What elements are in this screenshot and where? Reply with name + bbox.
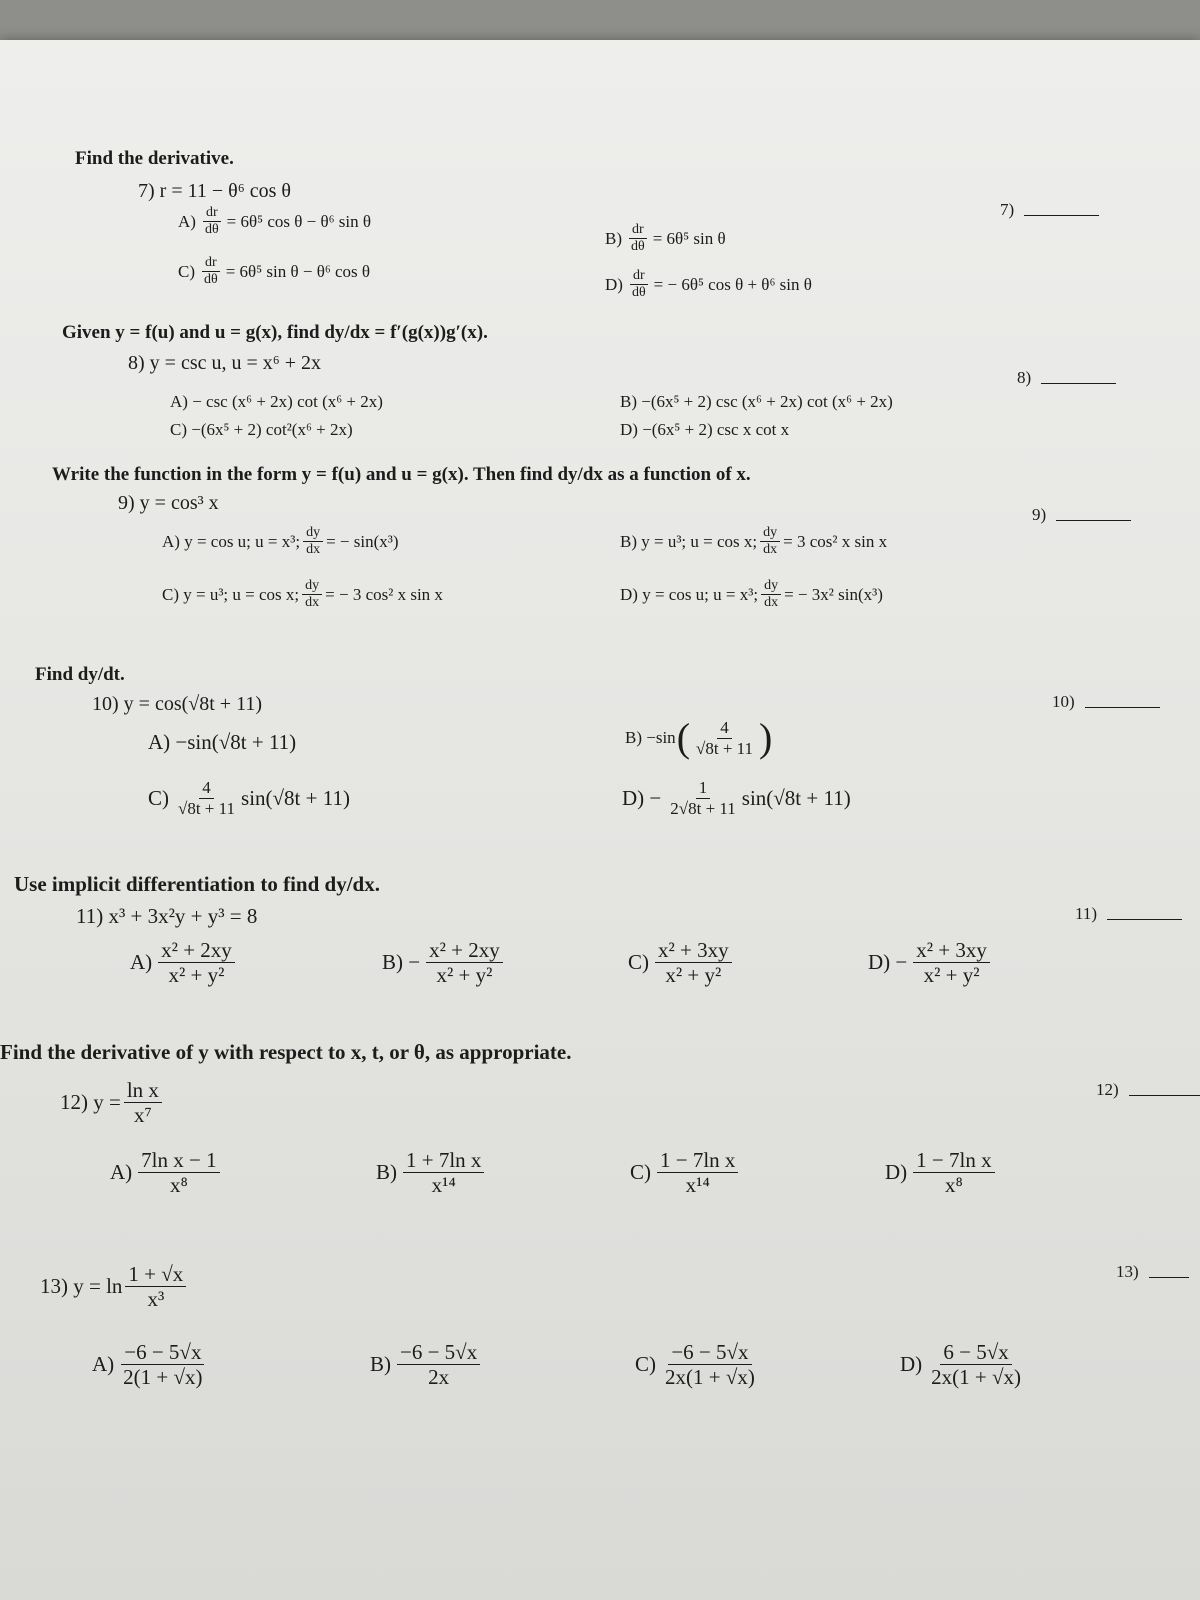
option-label: A) (110, 1160, 133, 1185)
q12-option-c[interactable] (630, 1148, 741, 1197)
option-label: D) (605, 274, 623, 294)
option-label: C) (178, 261, 195, 281)
option-label: C) (628, 950, 649, 975)
q12-option-b[interactable] (376, 1148, 487, 1197)
fraction-denominator: dx (763, 542, 778, 558)
question-prefix: 12) y = (60, 1090, 121, 1115)
q11-option-a[interactable] (130, 938, 238, 987)
q8-option-b[interactable]: B) −(6x⁵ + 2) csc (x⁶ + 2x) cot (x⁶ + 2x) (620, 392, 893, 411)
q7-option-d[interactable] (605, 268, 812, 301)
fraction-numerator: x² + 2xy (158, 938, 235, 963)
section-heading: Given y = f(u) and u = g(x), find dy/dx = f′(g(x))g′(x). (62, 322, 488, 343)
option-label: B) (370, 1352, 391, 1377)
fraction-denominator: √8t + 11 (696, 738, 754, 758)
option-expression: sin(√8t + 11) (741, 785, 851, 810)
answer-line (1107, 918, 1182, 920)
fraction-numerator: dr (629, 222, 647, 239)
answer-blank-7[interactable] (1000, 200, 1099, 220)
fraction-numerator: 4 (717, 718, 732, 739)
fraction-denominator: dx (305, 595, 320, 611)
q12-option-a[interactable] (110, 1148, 223, 1197)
fraction-numerator: x² + 2xy (426, 938, 503, 963)
answer-blank-12[interactable] (1096, 1080, 1200, 1100)
fraction-numerator: ln x (124, 1078, 162, 1103)
question-13 (40, 1262, 189, 1311)
option-label: D) (885, 1160, 908, 1185)
q9-option-b[interactable] (620, 525, 887, 558)
fraction-numerator: 1 (696, 778, 711, 799)
q12-option-d[interactable] (885, 1148, 998, 1197)
q8-option-d[interactable]: D) −(6x⁵ + 2) csc x cot x (620, 420, 790, 439)
fraction-numerator: −6 − 5√x (397, 1340, 480, 1365)
option-label: A) (178, 211, 196, 231)
option-label: C) (630, 1160, 651, 1185)
section-heading: Find the derivative of y with respect to x, t, or θ, as appropriate. (0, 1040, 572, 1064)
fraction-numerator: 1 − 7ln x (913, 1148, 994, 1173)
q10-option-d[interactable] (622, 778, 851, 818)
fraction-denominator: 2x(1 + √x) (665, 1365, 755, 1390)
q7-option-a[interactable] (178, 205, 371, 238)
fraction-numerator: dy (760, 525, 780, 542)
option-expression: = 6θ⁵ cos θ − θ⁶ sin θ (226, 211, 372, 231)
option-label: D) − (622, 785, 662, 810)
option-label: D) (900, 1352, 923, 1377)
answer-number: 9) (1032, 505, 1047, 524)
fraction-numerator: x² + 3xy (913, 938, 990, 963)
fraction-numerator: x² + 3xy (655, 938, 732, 963)
fraction-denominator: x² + y² (168, 963, 225, 988)
answer-line (1149, 1276, 1189, 1278)
q8-option-a[interactable]: A) − csc (x⁶ + 2x) cot (x⁶ + 2x) (170, 392, 383, 411)
answer-blank-11[interactable] (1075, 904, 1182, 924)
section-heading: Find dy/dt. (35, 664, 125, 685)
option-expression: = 3 cos² x sin x (783, 531, 888, 551)
fraction-denominator: x⁸ (944, 1173, 963, 1198)
question-11: 11) x³ + 3x²y + y³ = 8 (76, 904, 258, 928)
option-expression: = − 6θ⁵ cos θ + θ⁶ sin θ (653, 274, 812, 294)
fraction-numerator: dr (630, 268, 648, 285)
answer-line (1024, 214, 1099, 216)
q13-option-a[interactable] (92, 1340, 209, 1389)
answer-blank-13[interactable] (1116, 1262, 1189, 1282)
fraction-numerator: −6 − 5√x (668, 1340, 751, 1365)
answer-line (1129, 1094, 1200, 1096)
fraction-numerator: 6 − 5√x (940, 1340, 1011, 1365)
answer-line (1085, 706, 1160, 708)
section-heading: Find the derivative. (75, 148, 234, 169)
fraction-denominator: dx (306, 542, 321, 558)
question-prefix: 13) y = ln (40, 1274, 123, 1299)
fraction-denominator: x² + y² (665, 963, 722, 988)
option-prefix: A) y = cos u; u = x³; (162, 531, 301, 551)
q9-option-d[interactable] (620, 578, 883, 611)
option-expression: = 6θ⁵ sin θ (652, 228, 726, 248)
fraction-denominator: 2x (428, 1365, 450, 1390)
fraction-numerator: 1 + 7ln x (403, 1148, 484, 1173)
answer-blank-10[interactable] (1052, 692, 1160, 712)
answer-number: 10) (1052, 692, 1075, 711)
fraction-denominator: x⁸ (169, 1173, 188, 1198)
section-heading: Write the function in the form y = f(u) and u = g(x). Then find dy/dx as a function of x. (52, 464, 751, 485)
worksheet-page (0, 40, 1200, 1600)
fraction-denominator: 2x(1 + √x) (931, 1365, 1022, 1390)
fraction-numerator: 1 + √x (125, 1262, 186, 1287)
option-label: B) (605, 228, 622, 248)
fraction-denominator: 2√8t + 11 (670, 798, 736, 818)
option-label: A) (92, 1352, 115, 1377)
answer-number: 7) (1000, 200, 1015, 219)
option-label: C) (148, 785, 169, 810)
fraction-denominator: dθ (204, 222, 219, 238)
question-8: 8) y = csc u, u = x⁶ + 2x (128, 352, 322, 374)
answer-number: 8) (1017, 368, 1032, 387)
option-label: B) − (382, 950, 421, 975)
q11-option-c[interactable] (628, 938, 735, 987)
fraction-numerator: −6 − 5√x (121, 1340, 204, 1365)
fraction-denominator: √8t + 11 (178, 798, 236, 818)
q10-option-a[interactable]: A) −sin(√8t + 11) (148, 730, 297, 754)
question-9: 9) y = cos³ x (118, 492, 219, 514)
q7-option-b[interactable] (605, 222, 726, 255)
question-12 (60, 1078, 165, 1127)
answer-number: 13) (1116, 1262, 1139, 1281)
fraction-denominator: dθ (631, 285, 646, 301)
fraction-denominator: 2(1 + √x) (123, 1365, 203, 1390)
answer-blank-8[interactable] (1017, 368, 1116, 388)
answer-blank-9[interactable] (1032, 505, 1131, 525)
right-bracket: ) (759, 715, 773, 761)
left-bracket: ( (676, 715, 691, 761)
fraction-denominator: dθ (631, 239, 645, 255)
option-expression: = 6θ⁵ sin θ − θ⁶ cos θ (225, 261, 371, 281)
fraction-denominator: x² + y² (923, 963, 980, 988)
option-expression: = − sin(x³) (326, 531, 399, 551)
option-label: A) (130, 950, 153, 975)
q11-option-d[interactable] (868, 938, 993, 987)
q13-option-b[interactable] (370, 1340, 483, 1389)
question-10: 10) y = cos(√8t + 11) (92, 693, 262, 715)
q10-option-b[interactable] (625, 715, 773, 761)
fraction-denominator: x⁷ (133, 1103, 152, 1128)
q13-option-d[interactable] (900, 1340, 1027, 1389)
option-label: C) (635, 1352, 656, 1377)
section-heading: Use implicit differentiation to find dy/dx. (14, 872, 380, 896)
fraction-denominator: x¹⁴ (685, 1173, 710, 1198)
option-expression: = − 3 cos² x sin x (325, 584, 443, 604)
fraction-numerator: 1 − 7ln x (657, 1148, 738, 1173)
fraction-denominator: dx (764, 595, 779, 611)
answer-number: 12) (1096, 1080, 1119, 1099)
option-prefix: D) y = cos u; u = x³; (620, 584, 759, 604)
q7-option-c[interactable] (178, 255, 370, 288)
fraction-numerator: dr (202, 255, 220, 272)
fraction-denominator: x³ (147, 1287, 165, 1312)
fraction-numerator: dy (302, 578, 322, 595)
fraction-numerator: 4 (199, 778, 214, 799)
fraction-numerator: 7ln x − 1 (138, 1148, 219, 1173)
option-expression: sin(√8t + 11) (241, 785, 350, 810)
question-7: 7) r = 11 − θ⁶ cos θ (138, 180, 291, 202)
option-prefix: C) y = u³; u = cos x; (162, 584, 300, 604)
fraction-numerator: dr (203, 205, 221, 222)
q11-option-b[interactable] (382, 938, 506, 987)
option-label: D) − (868, 950, 908, 975)
q10-option-c[interactable] (148, 778, 350, 818)
answer-line (1056, 519, 1131, 521)
q13-option-c[interactable] (635, 1340, 761, 1389)
q9-option-c[interactable] (162, 578, 443, 611)
option-expression: = − 3x² sin(x³) (784, 584, 883, 604)
fraction-denominator: dθ (204, 272, 218, 288)
q8-option-c[interactable]: C) −(6x⁵ + 2) cot²(x⁶ + 2x) (170, 420, 353, 439)
answer-number: 11) (1075, 904, 1098, 923)
option-label: B) (376, 1160, 397, 1185)
answer-line (1041, 382, 1116, 384)
option-prefix: B) −sin (625, 728, 676, 748)
fraction-denominator: x¹⁴ (431, 1173, 456, 1198)
fraction-numerator: dy (303, 525, 323, 542)
option-prefix: B) y = u³; u = cos x; (620, 531, 758, 551)
fraction-denominator: x² + y² (436, 963, 493, 988)
fraction-numerator: dy (761, 578, 781, 595)
q9-option-a[interactable] (162, 525, 399, 558)
